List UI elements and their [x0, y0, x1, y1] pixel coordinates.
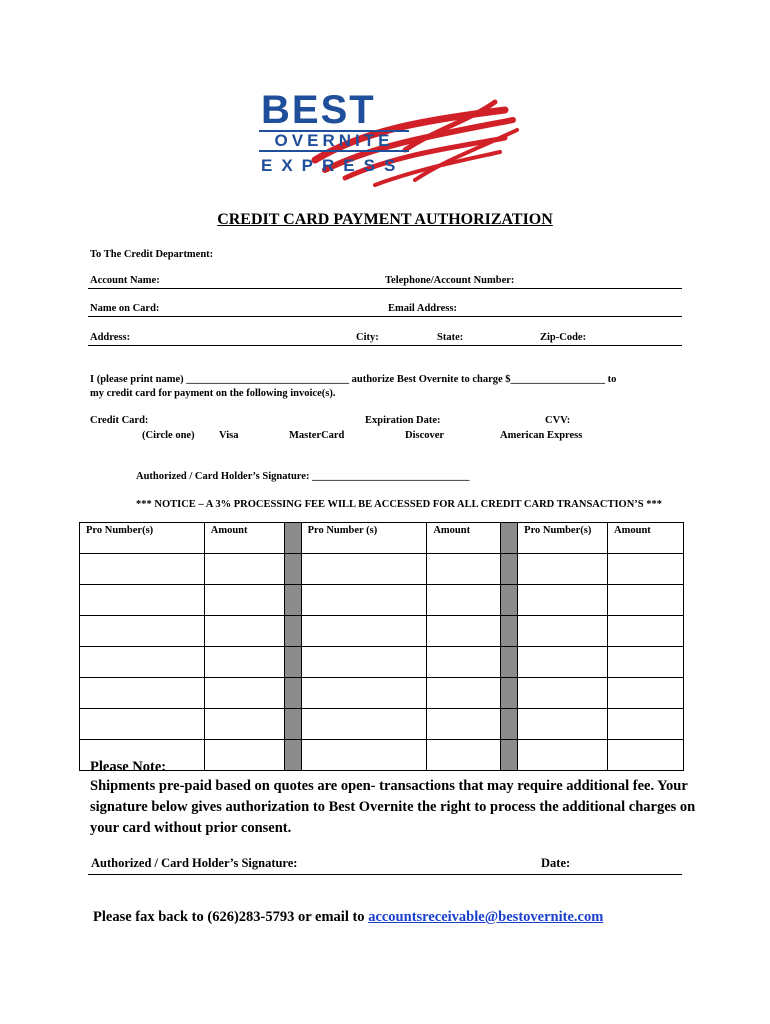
note-title: Please Note: — [90, 759, 167, 775]
amex-option[interactable]: American Express — [500, 430, 583, 441]
signature-line: Authorized / Card Holder’s Signature: ______________________________ — [136, 471, 470, 482]
table-divider — [501, 554, 518, 585]
pro-number-cell[interactable] — [301, 554, 427, 585]
table-row — [80, 740, 684, 771]
pro-number-cell[interactable] — [518, 740, 608, 771]
header-amount-3: Amount — [608, 523, 684, 554]
amount-cell[interactable] — [427, 554, 501, 585]
amount-cell[interactable] — [204, 616, 284, 647]
processing-fee-notice: *** NOTICE – A 3% PROCESSING FEE WILL BE ACCESSED FOR ALL CREDIT CARD TRANSACTION’S *** — [136, 499, 662, 510]
table-divider — [284, 740, 301, 771]
amount-cell[interactable] — [427, 647, 501, 678]
table-divider — [284, 678, 301, 709]
telephone-label: Telephone/Account Number: — [385, 275, 515, 286]
pro-number-cell[interactable] — [80, 585, 205, 616]
table-row — [80, 678, 684, 709]
table-divider — [501, 523, 518, 554]
logo-text-overnite: OVERNITE — [259, 130, 409, 152]
pro-number-cell[interactable] — [518, 678, 608, 709]
pro-number-cell[interactable] — [301, 647, 427, 678]
table-divider — [501, 740, 518, 771]
pro-number-cell[interactable] — [301, 585, 427, 616]
amount-cell[interactable] — [608, 585, 684, 616]
signature2-label: Authorized / Card Holder’s Signature: — [91, 856, 298, 870]
amount-cell[interactable] — [204, 740, 284, 771]
name-on-card-label: Name on Card: — [90, 303, 160, 314]
greeting: To The Credit Department: — [90, 249, 214, 260]
visa-option[interactable]: Visa — [219, 430, 239, 441]
expiration-label: Expiration Date: — [365, 415, 441, 426]
table-row — [80, 585, 684, 616]
fax-text: Please fax back to (626)283-5793 or email to — [93, 909, 369, 925]
table-divider — [284, 523, 301, 554]
credit-card-label: Credit Card: — [90, 415, 149, 426]
table-row — [80, 554, 684, 585]
invoice-table-body — [80, 523, 684, 771]
amount-cell[interactable] — [204, 678, 284, 709]
amount-cell[interactable] — [427, 616, 501, 647]
amount-cell[interactable] — [204, 709, 284, 740]
logo-text-express: EXPRESS — [261, 156, 405, 175]
signature2-line[interactable] — [88, 874, 682, 875]
page-title: CREDIT CARD PAYMENT AUTHORIZATION — [217, 211, 553, 228]
amount-cell[interactable] — [204, 647, 284, 678]
cvv-label: CVV: — [545, 415, 571, 426]
pro-number-cell[interactable] — [518, 709, 608, 740]
amount-cell[interactable] — [608, 709, 684, 740]
amount-cell[interactable] — [608, 678, 684, 709]
amount-cell[interactable] — [608, 647, 684, 678]
table-divider — [284, 616, 301, 647]
pro-number-cell[interactable] — [301, 740, 427, 771]
pro-number-cell[interactable] — [80, 709, 205, 740]
name-on-card-line[interactable] — [88, 316, 682, 317]
company-logo — [255, 90, 520, 190]
amount-cell[interactable] — [427, 585, 501, 616]
circle-one-label: (Circle one) — [142, 430, 195, 441]
amount-cell[interactable] — [204, 585, 284, 616]
amount-cell[interactable] — [204, 554, 284, 585]
table-divider — [284, 709, 301, 740]
amount-cell[interactable] — [608, 616, 684, 647]
pro-number-cell[interactable] — [518, 585, 608, 616]
email-link[interactable]: accountsreceivable@bestovernite.com — [368, 909, 604, 925]
account-name-line[interactable] — [88, 288, 682, 289]
pro-number-cell[interactable] — [518, 554, 608, 585]
amount-cell[interactable] — [427, 678, 501, 709]
table-divider — [501, 678, 518, 709]
table-divider — [501, 616, 518, 647]
address-line[interactable] — [88, 345, 682, 346]
pro-number-cell[interactable] — [301, 709, 427, 740]
pro-number-cell[interactable] — [301, 678, 427, 709]
table-divider — [284, 554, 301, 585]
zip-label: Zip-Code: — [540, 332, 587, 343]
table-divider — [284, 647, 301, 678]
amount-cell[interactable] — [427, 740, 501, 771]
amount-cell[interactable] — [427, 709, 501, 740]
note-body: Shipments pre-paid based on quotes are open- transactions that may require additional fee. Your signature below gives authorization to Best Overnite the right to process the additional charges on your card without prior consent. — [90, 778, 696, 836]
state-label: State: — [437, 332, 464, 343]
header-pro-number-2: Pro Number (s) — [301, 523, 427, 554]
table-header-row — [80, 523, 684, 554]
table-row — [80, 709, 684, 740]
discover-option[interactable]: Discover — [405, 430, 445, 441]
authorize-line-2: my credit card for payment on the following invoice(s). — [90, 388, 336, 399]
pro-number-cell[interactable] — [80, 554, 205, 585]
table-divider — [501, 647, 518, 678]
pro-number-cell[interactable] — [80, 678, 205, 709]
header-amount-2: Amount — [427, 523, 501, 554]
amount-cell[interactable] — [608, 554, 684, 585]
mastercard-option[interactable]: MasterCard — [289, 430, 345, 441]
pro-number-cell[interactable] — [518, 616, 608, 647]
pro-number-cell[interactable] — [518, 647, 608, 678]
city-label: City: — [356, 332, 379, 343]
pro-number-cell[interactable] — [80, 616, 205, 647]
header-pro-number-3: Pro Number(s) — [518, 523, 608, 554]
table-row — [80, 647, 684, 678]
header-pro-number-1: Pro Number(s) — [80, 523, 205, 554]
table-row — [80, 616, 684, 647]
invoice-table — [79, 522, 684, 771]
header-amount-1: Amount — [204, 523, 284, 554]
authorize-line-1: I (please print name) _______________________________ authorize Best Overnite to charge $__________________ to — [90, 374, 617, 385]
date-label: Date: — [541, 856, 571, 870]
account-name-label: Account Name: — [90, 275, 160, 286]
pro-number-cell[interactable] — [80, 647, 205, 678]
amount-cell[interactable] — [608, 740, 684, 771]
table-divider — [501, 709, 518, 740]
table-divider — [501, 585, 518, 616]
address-label: Address: — [90, 332, 131, 343]
pro-number-cell[interactable] — [301, 616, 427, 647]
table-divider — [284, 585, 301, 616]
email-label: Email Address: — [388, 303, 457, 314]
logo-text-best: BEST — [261, 88, 376, 132]
fax-instructions — [93, 909, 603, 926]
